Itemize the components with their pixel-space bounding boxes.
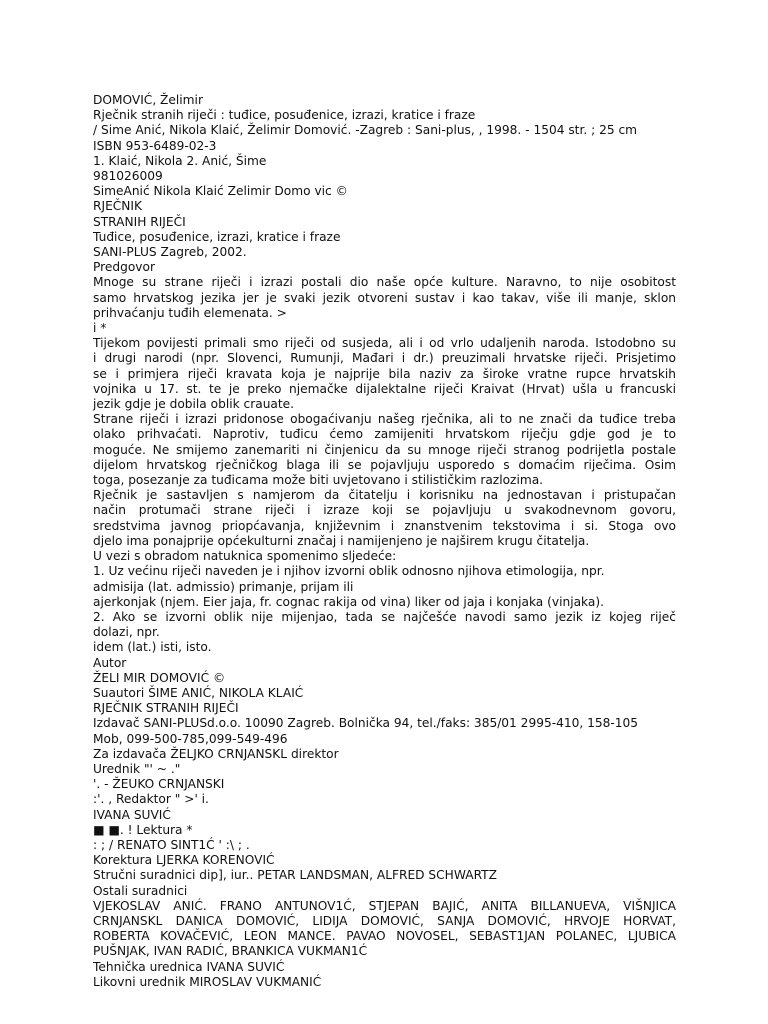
text-line: Rječnik je sastavljen s namjerom da čitatelju i korisniku na jednostavan i pristupačan — [93, 488, 676, 503]
text-line: vojnika u 17. st. te je preko njemačke dijalektalne riječi Kraivat (Hrvat) ušla u francuski — [93, 381, 676, 396]
text-line: Autor — [93, 655, 127, 670]
text-line: VJEKOSLAV ANIĆ. FRANO ANTUNOV1Ć, STJEPAN BAJIĆ, ANITA BILLANUEVA, VIŠNJICA — [93, 898, 676, 913]
text-line: moguće. Ne smijemo zanemariti ni činjenicu da su mnoge riječi stranog podrijetla postale — [93, 442, 676, 457]
text-line: 981026009 — [93, 169, 163, 184]
text-line: :'. , Redaktor " >' i. — [93, 792, 209, 807]
text-line: Ostali suradnici — [93, 883, 188, 898]
text-line: ajerkonjak (njem. Eier jaja, fr. cognac rakija od vina) liker od jaja i konjaka (vinjaka). — [93, 594, 604, 609]
text-line: Stručni suradnici dip], iur.. PETAR LANDSMAN, ALFRED SCHWARTZ — [93, 868, 497, 883]
text-line: Predgovor — [93, 260, 155, 275]
text-line: prihvaćanju tuđih elemenata. > — [93, 305, 287, 320]
text-line: IVANA SUVIĆ — [93, 807, 171, 822]
text-line: 2. Ako se izvorni oblik nije mijenjao, tada se najčešće navodi samo jezik iz kojeg riječ — [93, 609, 676, 624]
text-line: Za izdavača ŽELJKO CRNJANSKL direktor — [93, 746, 339, 761]
text-line: jezik gdje je dobila oblik crauate. — [93, 397, 295, 412]
text-line: Suautori ŠIME ANIĆ, NIKOLA KLAIĆ — [93, 685, 304, 700]
text-line: CRNJANSKL DANICA DOMOVIĆ, LIDIJA DOMOVIĆ, SANJA DOMOVIĆ, HRVOJE HORVAT, — [93, 913, 676, 928]
text-line: ■ ■. ! Lektura * — [93, 822, 193, 837]
text-line: Tuđice, posuđenice, izrazi, kratice i fraze — [93, 229, 341, 244]
document-text — [93, 93, 676, 990]
text-line: 1. Klaić, Nikola 2. Anić, Šime — [93, 153, 267, 168]
text-line: Izdavač SANI-PLUSd.o.o. 10090 Zagreb. Bolnička 94, tel./faks: 385/01 2995-410, 158-105 — [93, 716, 639, 731]
text-line: se i primjera riječi kravata koja je najprije bila naziv za široke vratne rupce hrvatskih — [93, 366, 676, 381]
text-line: idem (lat.) isti, isto. — [93, 640, 212, 655]
text-line: dijelom hrvatskog rječničkog blaga ili se pojavljuju usporedo s domaćim riječima. Osim — [93, 457, 676, 472]
text-line: ŽELI MIR DOMOVIĆ © — [93, 670, 226, 685]
text-line: SANI-PLUS Zagreb, 2002. — [93, 245, 247, 260]
text-line: '. - ŽEUKO CRNJANSKI — [93, 777, 225, 792]
text-line: dolazi, npr. — [93, 625, 160, 640]
text-line: ISBN 953-6489-02-3 — [93, 138, 217, 153]
text-line: / Sime Anić, Nikola Klaić, Želimir Domović. -Zagreb : Sani-plus, , 1998. - 1504 str. ; 25 cm — [93, 123, 638, 138]
text-line: način protumači strane riječi i izraze koji se pojavljuju u svakodnevnom govoru, — [93, 503, 676, 518]
text-line: djelo ima ponajprije općekulturni značaj i namijenjeno je najširem krugu čitatelja. — [93, 533, 590, 548]
text-line: STRANIH RIJEČI — [93, 214, 186, 229]
text-line: Strane riječi i izrazi pridonose obogaćivanju našeg rječnika, ali to ne znači da tuđice treba — [93, 412, 676, 427]
text-line: ROBERTA KOVAČEVIĆ, LEON MANCE. PAVAO NOVOSEL, SEBAST1JAN POLANEC, LJUBICA — [93, 929, 676, 944]
text-line: Korektura LJERKA KORENOVIĆ — [93, 853, 275, 868]
text-line: i * — [93, 321, 107, 336]
text-line: SimeAnić Nikola Klaić Zelimir Domo vic © — [93, 184, 348, 199]
text-line: olako prihvaćati. Naprotiv, tuđicu ćemo zamijeniti hrvatskom riječju gdje god je to — [93, 427, 676, 442]
text-line: toga, posezanje za tuđicama može biti uvjetovano i stilističkim razlozima. — [93, 473, 544, 488]
text-line: Likovni urednik MIROSLAV VUKMANIĆ — [93, 974, 322, 989]
text-line: Rječnik stranih riječi : tuđice, posuđenice, izrazi, kratice i fraze — [93, 108, 476, 123]
text-line: : ; / RENATO SINT1Ć ' :\ ; . — [93, 837, 250, 852]
text-line: U vezi s obradom natuknica spomenimo sljedeće: — [93, 549, 397, 564]
text-line: RJEČNIK — [93, 199, 142, 214]
text-line: 1. Uz većinu riječi naveden je i njihov izvorni oblik odnosno njihova etimologija, npr. — [93, 564, 605, 579]
text-line: Mnoge su strane riječi i izrazi postali dio naše opće kulture. Naravno, to nije osobitost — [93, 275, 676, 290]
text-line: i drugi narodi (npr. Slovenci, Rumunji, Mađari i dr.) preuzimali hrvatske riječi. Prisjetimo — [93, 351, 676, 366]
text-line: Tehnička urednica IVANA SUVIĆ — [93, 959, 285, 974]
text-line: Urednik "' ~ ." — [93, 761, 181, 776]
text-line: PUŠNJAK, IVAN RADIĆ, BRANKICA VUKMAN1Ć — [93, 944, 368, 959]
text-line: admisija (lat. admissio) primanje, prijam ili — [93, 579, 354, 594]
text-line: Mob, 099-500-785,099-549-496 — [93, 731, 288, 746]
text-line: samo hrvatskog jezika jer je svaki jezik otvoreni sustav i kao takav, više ili manje, sklon — [93, 290, 676, 305]
text-line: sredstvima javnog priopćavanja, književnim i znanstvenim tekstovima i si. Stoga ovo — [93, 518, 676, 533]
text-line: DOMOVIĆ, Želimir — [93, 93, 203, 107]
text-line: Tijekom povijesti primali smo riječi od susjeda, ali i od vrlo udaljenih naroda. Istodobno su — [93, 336, 676, 351]
text-line: RJEČNIK STRANIH RIJEČI — [93, 701, 239, 716]
